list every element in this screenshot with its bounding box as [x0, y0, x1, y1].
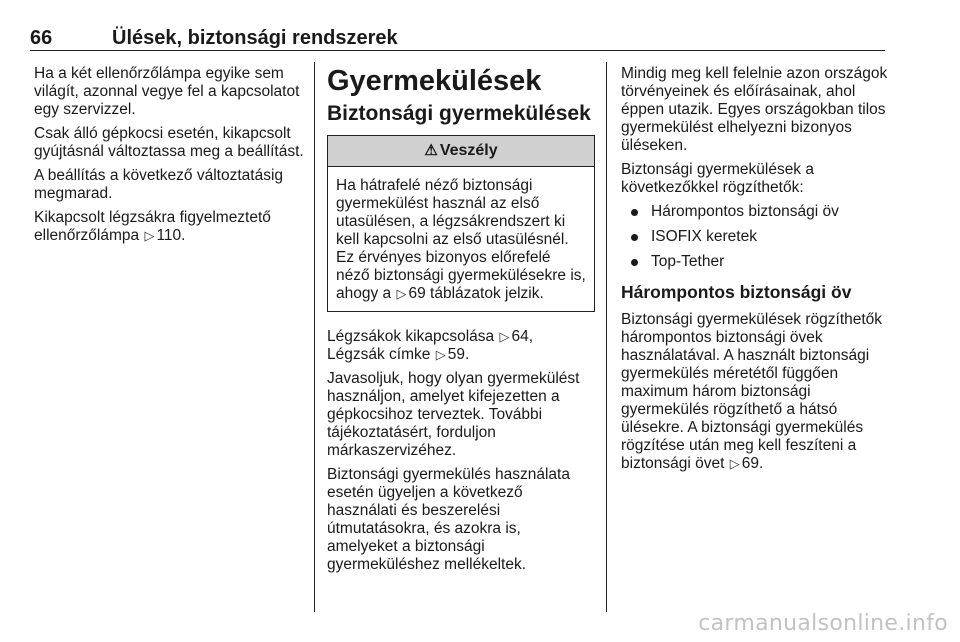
page-reference-arrow-icon: ▷	[729, 456, 740, 471]
column-right	[621, 65, 891, 479]
paragraph: Mindig meg kell felelnie azon országok törvényeinek és előírásainak, ahol éppen utazik. Egyes országokban tilos gyermekülést elhelyezni bizonyos üléseken.	[621, 65, 888, 154]
paragraph	[621, 311, 891, 473]
reference-text: Kikapcsolt légzsákra figyelmeztető ellenőrzőlámpa	[34, 209, 271, 244]
list-item	[621, 203, 891, 221]
column-left	[34, 65, 304, 251]
page-reference-link[interactable]: 110.	[156, 227, 186, 244]
page-reference-link[interactable]: 69 táblázatok	[408, 285, 501, 302]
paragraph: A beállítás a következő változtatásig megmarad.	[34, 167, 284, 202]
warning-body	[328, 167, 594, 311]
watermark: carmanualsonline.info	[698, 611, 948, 636]
page-reference-arrow-icon: ▷	[499, 329, 510, 344]
paragraph: Biztonsági gyermekülések a következőkkel rögzíthetők:	[621, 161, 814, 196]
page-reference-arrow-icon: ▷	[396, 286, 407, 301]
paragraph: Javasoljuk, hogy olyan gyermekülést használjon, amelyet kifejezetten a gépkocsihoz terveztek. További tájékoztatásért, forduljon márkaszervizéhez.	[327, 370, 580, 459]
page-reference-link[interactable]: 69.	[741, 455, 764, 472]
warning-header	[328, 136, 594, 167]
warning-triangle-icon: ⚠	[424, 142, 438, 159]
paragraph: Ha a két ellenőrzőlámpa egyike sem világít, azonnal vegye fel a kapcsolatot egy szervizzel.	[34, 65, 300, 118]
list-item-text: Top-Tether	[651, 253, 725, 270]
column-divider	[606, 62, 607, 612]
page-reference-arrow-icon: ▷	[435, 347, 446, 362]
subsection-heading: Hárompontos biztonsági öv	[621, 282, 852, 302]
list-item	[621, 228, 891, 246]
danger-warning-box	[327, 135, 595, 312]
reference-text: Légzsákok kikapcsolása	[327, 328, 495, 345]
page-reference-link[interactable]: 59.	[447, 346, 470, 363]
column-middle	[327, 65, 595, 580]
bullet-icon	[631, 259, 638, 266]
page-header	[30, 28, 885, 51]
column-divider	[314, 62, 315, 612]
warning-text: Ha hátrafelé néző biztonsági gyermekülést használ az első utasülésen, a légzsákrendszert ki kell kapcsolni az első utasülésnél. Ez érvényes bizonyos előrefelé néző biztonsági gyermekülésekre is, ahogy a	[336, 177, 586, 302]
list-item-text: ISOFIX keretek	[651, 228, 757, 245]
paragraph: Csak álló gépkocsi esetén, kikapcsolt gyújtásnál változtassa meg a beállítást.	[34, 125, 304, 160]
bullet-list	[621, 203, 891, 271]
subsection-heading: Biztonsági gyermekülések	[327, 102, 591, 125]
list-item	[621, 253, 891, 271]
bullet-icon	[631, 234, 638, 241]
list-item-text: Hárompontos biztonsági öv	[651, 203, 839, 220]
page-reference-arrow-icon: ▷	[144, 228, 155, 243]
page-number: 66	[30, 27, 53, 49]
warning-title: Veszély	[439, 142, 498, 159]
reference-text: Légzsák címke	[327, 346, 431, 363]
reference-list	[327, 328, 595, 364]
page-reference-link[interactable]: 64,	[511, 328, 534, 345]
paragraph	[34, 209, 304, 245]
paragraph-text: Biztonsági gyermekülések rögzíthetők hárompontos biztonsági övek használatával. A használt biztonsági gyermekülés méretétől függően maximum három biztonsági gyermekülés rögzíthető a hátsó ülésekre. A biztonsági gyermekülés rögzítése után meg kell feszíteni a biztonsági övet	[621, 311, 883, 472]
paragraph: Biztonsági gyermekülés használata esetén ügyeljen a következő használati és beszerelési útmutatásokra, és azokra is, amelyeket a biztonsági gyermeküléshez mellékeltek.	[327, 466, 570, 573]
page-title: Ülések, biztonsági rendszerek	[112, 27, 398, 49]
bullet-icon	[631, 209, 638, 216]
section-heading: Gyermekülések	[327, 65, 542, 97]
warning-text-tail: jelzik.	[505, 285, 544, 302]
